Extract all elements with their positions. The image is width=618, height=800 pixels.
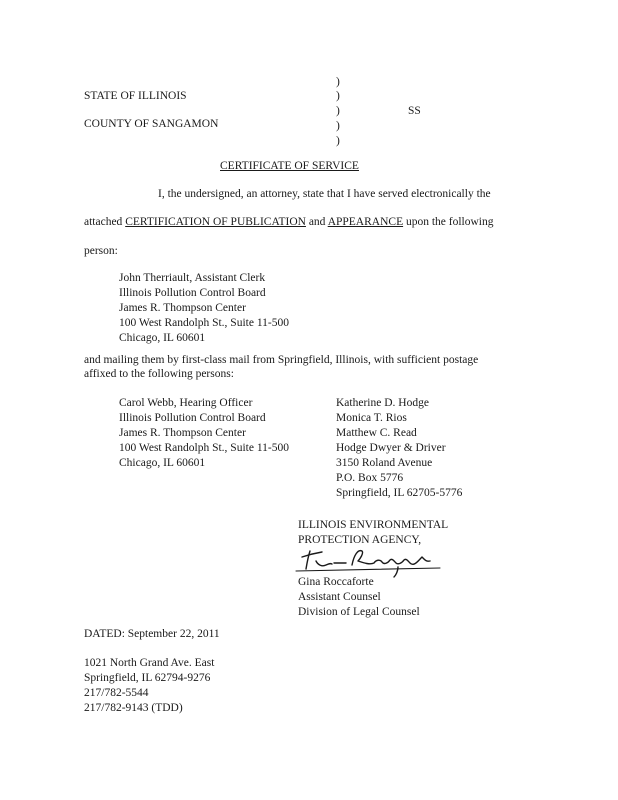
ss-label: SS [408,105,421,117]
mail-recipient-right [336,396,462,501]
address-line: Monica T. Rios [336,412,407,424]
documents-line [84,216,494,228]
address-line: James R. Thompson Center [119,427,246,439]
address-line: 1021 North Grand Ave. East [84,657,215,669]
text-and: and [305,216,328,228]
address-line: Illinois Pollution Control Board [119,287,266,299]
address-line: 100 West Randolph St., Suite 11-500 [119,442,289,454]
signer-block [298,575,420,620]
address-line: Carol Webb, Hearing Officer [119,397,253,409]
address-line: P.O. Box 5776 [336,472,404,484]
address-line: Springfield, IL 62794-9276 [84,672,211,684]
certificate-title: CERTIFICATE OF SERVICE [220,160,359,172]
caption-paren: ) [336,90,340,102]
caption-paren: ) [336,105,340,117]
person-label: person: [84,245,118,257]
caption-paren: ) [336,76,340,88]
address-line: Chicago, IL 60601 [119,332,206,344]
document-link-appearance: APPEARANCE [327,216,404,228]
electronic-recipient-address [119,271,289,346]
address-line: Katherine D. Hodge [336,397,429,409]
address-line: Springfield, IL 62705-5776 [336,487,463,499]
tdd-line: 217/782-9143 (TDD) [84,702,183,714]
address-line: Illinois Pollution Control Board [119,412,266,424]
mailing-line-2: affixed to the following persons: [84,368,234,380]
intro-line: I, the undersigned, an attorney, state that I have served electronically the [158,188,491,200]
caption-paren: ) [336,120,340,132]
caption-paren: ) [336,135,340,147]
address-line: Matthew C. Read [336,427,417,439]
address-line: Hodge Dwyer & Driver [336,442,446,454]
phone-line: 217/782-5544 [84,687,149,699]
dated-line: DATED: September 22, 2011 [84,628,220,640]
text-attached: attached [84,216,126,228]
contact-address [84,656,214,716]
document-link-certification: CERTIFICATION OF PUBLICATION [125,216,306,228]
mail-recipient-left [119,396,289,471]
signer-title: Assistant Counsel [298,591,381,603]
signer-name: Gina Roccaforte [298,576,374,588]
address-line: 3150 Roland Avenue [336,457,433,469]
handwritten-signature [294,543,444,579]
address-line: Chicago, IL 60601 [119,457,206,469]
signer-division: Division of Legal Counsel [298,606,420,618]
county-caption: COUNTY OF SANGAMON [84,118,219,130]
state-caption: STATE OF ILLINOIS [84,90,187,102]
text-upon: upon the following [403,216,494,228]
mailing-line-1: and mailing them by first-class mail from Springfield, Illinois, with sufficient postage [84,354,479,366]
agency-line: ILLINOIS ENVIRONMENTAL [298,519,449,531]
agency-line: PROTECTION AGENCY, [298,534,422,546]
address-line: John Therriault, Assistant Clerk [119,272,266,284]
address-line: James R. Thompson Center [119,302,246,314]
address-line: 100 West Randolph St., Suite 11-500 [119,317,289,329]
